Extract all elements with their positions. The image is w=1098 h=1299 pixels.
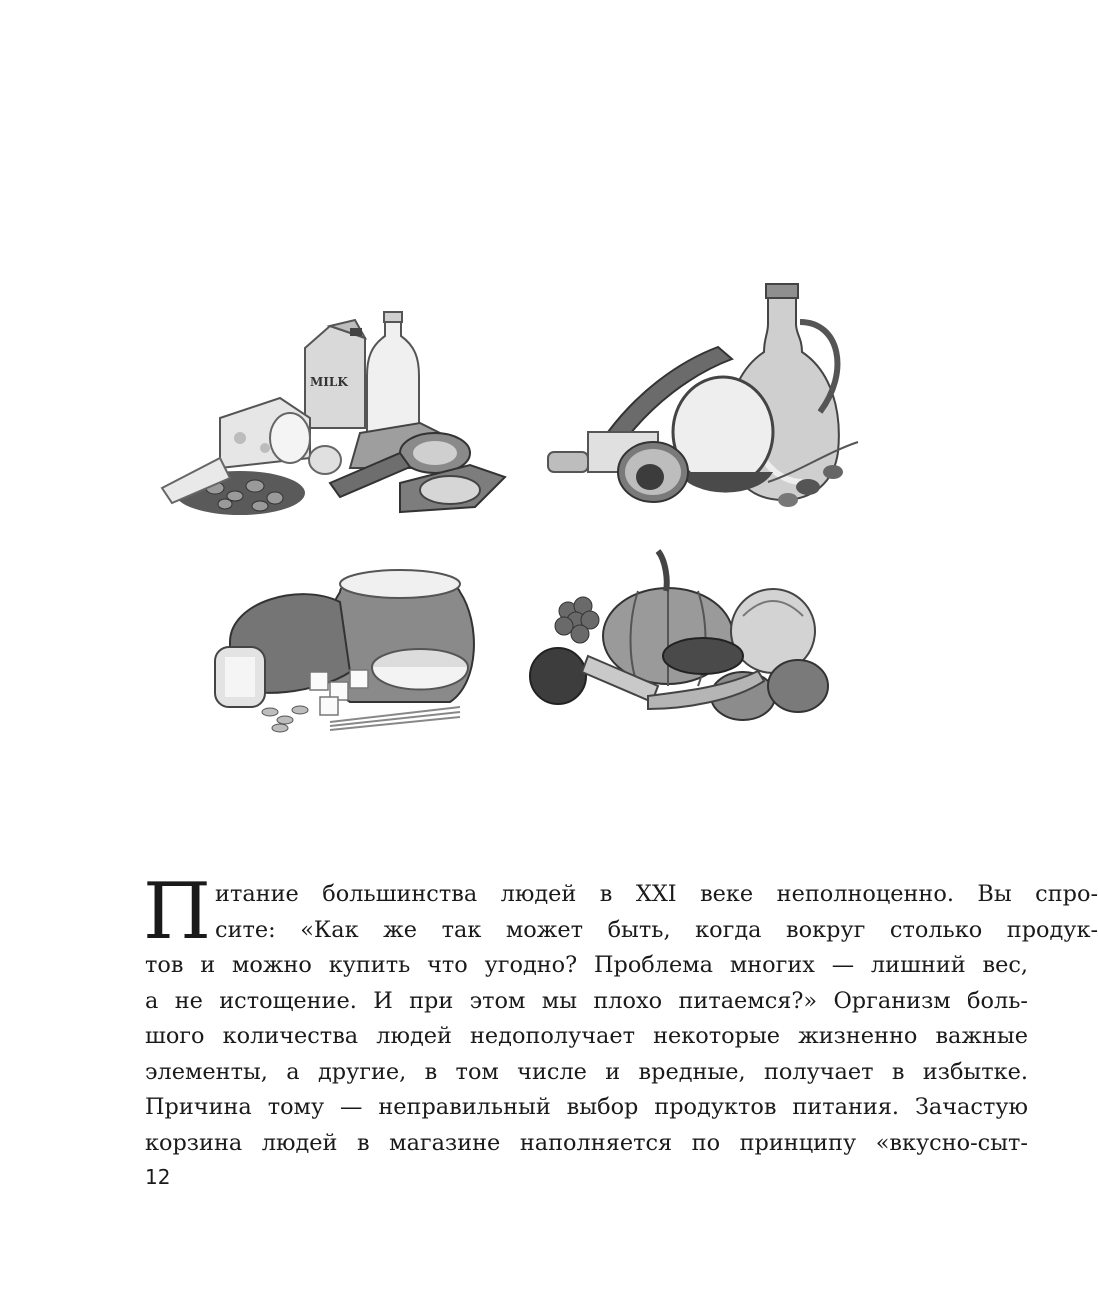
text-line: элементы, а другие, в том числе и вредные, получает в избытке.: [145, 1058, 1028, 1085]
protein-foods-illustration: [160, 308, 510, 523]
carbohydrates-illustration: [210, 552, 490, 737]
text-line: корзина людей в магазине наполняется по принципу «вкусно-сыт-: [145, 1129, 1028, 1156]
body-paragraph: [143, 867, 1098, 1161]
text-line: шого количества людей недополучает некоторые жизненно важные: [145, 1023, 1028, 1049]
text-line: тов и можно купить что угодно? Проблема многих — лишний вес,: [145, 952, 1028, 978]
milk-label: MILK: [310, 375, 348, 389]
text-line: а не истощение. И при этом мы плохо питаемся?» Организм боль-: [145, 987, 1028, 1014]
text-line: сите: «Как же так может быть, когда вокруг столько продук-: [215, 916, 1098, 943]
vegetables-illustration: [528, 536, 848, 726]
fats-illustration: [538, 282, 868, 522]
drop-cap: П: [143, 867, 212, 957]
page-number: 12: [145, 1165, 171, 1189]
text-line: итание большинства людей в XXI веке неполноценно. Вы спро-: [215, 881, 1098, 907]
text-line: Причина тому — неправильный выбор продуктов питания. Зачастую: [145, 1094, 1028, 1120]
